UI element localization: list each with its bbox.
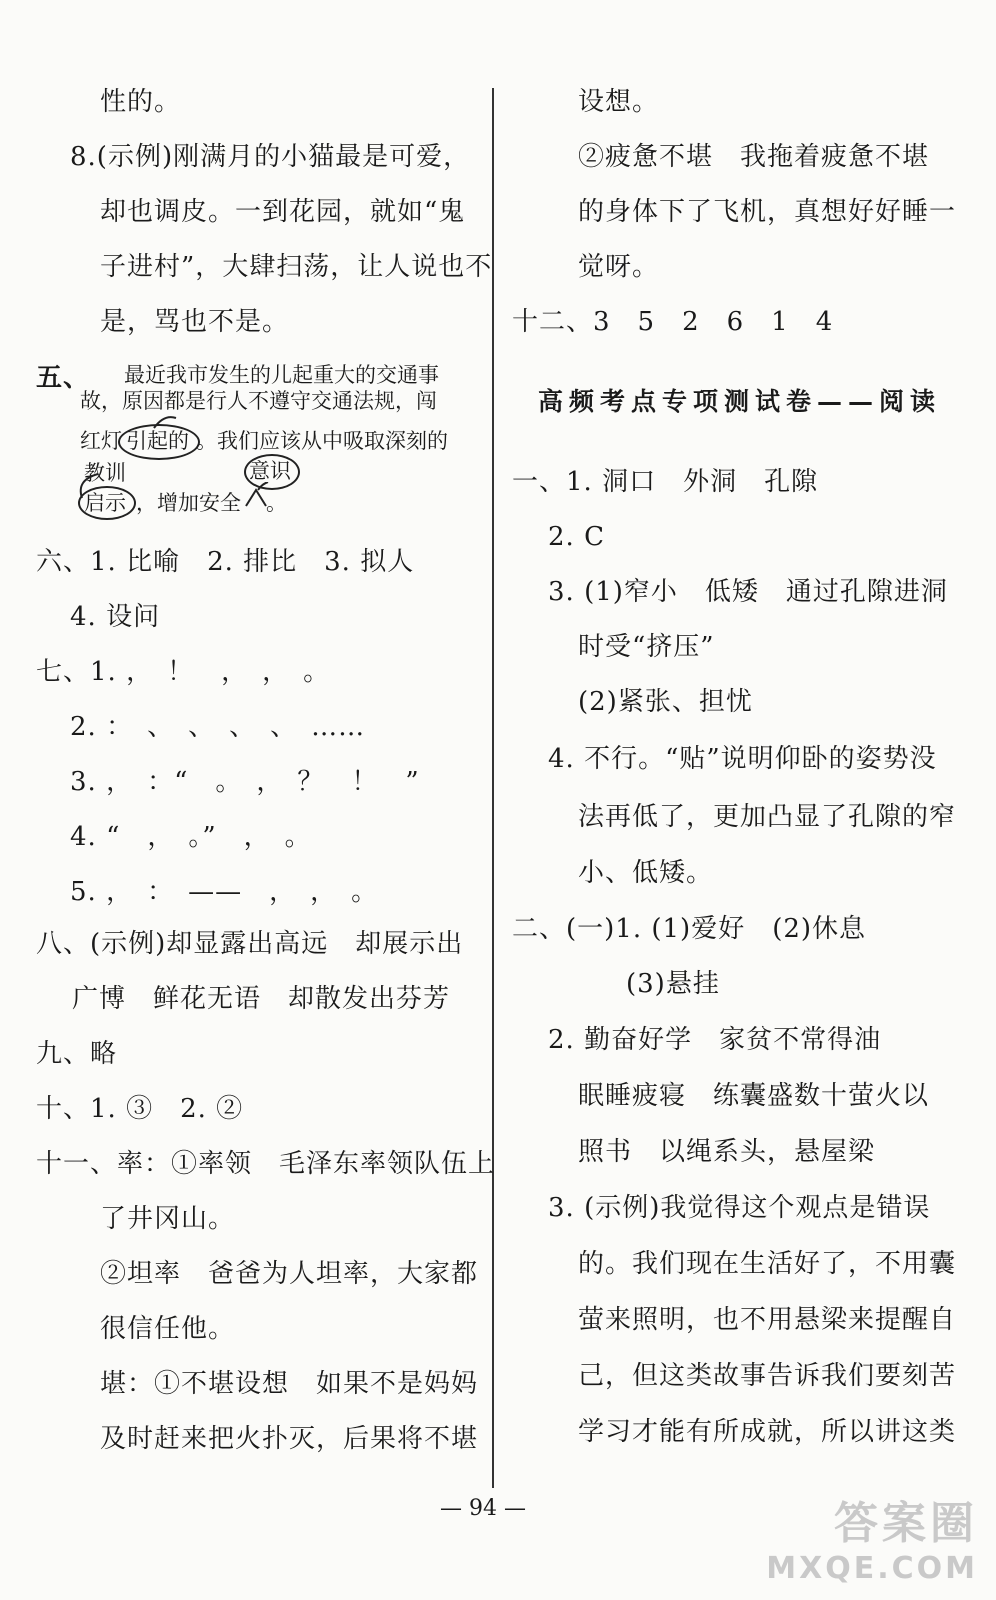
answer-11-cont-line-1: 设想。 (578, 87, 660, 117)
answer-11-line-4: 很信任他。 (100, 1314, 236, 1344)
passage-line-3-a: 红灯 (80, 429, 122, 453)
passage-circled-word: 启示 (84, 491, 126, 515)
answer-7-line-5: 5. ， ： —— ， ， 。 (70, 877, 379, 907)
passage-line-1: 最近我市发生的儿起重大的交通事 (124, 363, 439, 387)
answer-6-line-2: 4. 设问 (70, 602, 161, 632)
passage-line-4-c: 。 (266, 491, 287, 515)
correction-insert-2: 意识 (249, 459, 291, 483)
reading-1-line-1: 一、1. 洞口 外洞 孔隙 (512, 467, 819, 497)
answer-7-line-4: 4. “ ， 。” ， 。 (70, 822, 312, 852)
reading-1-line-5: (2)紧张、担忧 (578, 687, 753, 717)
answer-11-line-5: 堪：①不堪设想 如果不是妈妈 (100, 1369, 479, 1399)
answer-7-line-3: 3. ， ：“ 。 ， ？ ！ ” (70, 767, 420, 797)
section-number: 五、 (36, 363, 91, 393)
reading-2-line-6: 3. (示例)我觉得这个观点是错误 (548, 1193, 931, 1223)
answer-8-line-2: 却也调皮。一到花园，就如“鬼 (100, 197, 466, 227)
section-title: 高频考点专项测试卷——阅读 (538, 387, 942, 416)
reading-2-line-7: 的。我们现在生活好了，不用囊 (578, 1249, 957, 1279)
reading-2-line-5: 照书 以绳系头，悬屋梁 (578, 1137, 876, 1167)
reading-2-line-4: 眠睡疲寝 练囊盛数十萤火以 (578, 1081, 930, 1111)
answer-11-line-2: 了井冈山。 (100, 1204, 236, 1234)
reading-2-line-1: 二、(一)1. (1)爱好 (2)休息 (512, 914, 867, 944)
reading-1-line-4: 时受“挤压” (578, 632, 715, 662)
answer-line: 性的。 (100, 87, 182, 117)
reading-1-line-2: 2. C (548, 522, 605, 552)
watermark-title: 答案圈 (834, 1498, 978, 1549)
reading-2-line-8: 萤来照明，也不用悬梁来提醒自 (578, 1305, 957, 1335)
answer-11-cont-line-3: 的身体下了飞机，真想好好睡一 (578, 197, 957, 227)
answer-11-line-1: 十一、率：①率领 毛泽东率领队伍上 (36, 1149, 496, 1179)
answer-11-cont-line-4: 觉呀。 (578, 252, 660, 282)
correction-mark (72, 472, 102, 500)
page-number: — 94 — (440, 1496, 526, 1521)
reading-1-line-8: 小、低矮。 (578, 858, 714, 888)
reading-2-line-3: 2. 勤奋好学 家贫不常得油 (548, 1025, 882, 1055)
answer-12: 十二、3 5 2 6 1 4 (512, 307, 834, 337)
answer-7-line-1: 七、1. ， ！ ， ， 。 (36, 657, 331, 687)
answer-8-line-1: 8.(示例)刚满月的小猫最是可爱， (70, 142, 471, 172)
reading-1-line-7: 法再低了，更加凸显了孔隙的窄 (578, 802, 957, 832)
answer-11-line-3: ②坦率 爸爸为人坦率，大家都 (100, 1259, 479, 1289)
correction-insert-1: 教训 (84, 461, 126, 485)
reading-2-line-10: 学习才能有所成就，所以讲这类 (578, 1417, 957, 1447)
column-divider (492, 88, 494, 1488)
passage-line-3-c: 。我们应该从中吸取深刻的 (196, 429, 448, 453)
answer-11-cont-line-2: ②疲惫不堪 我拖着疲惫不堪 (578, 142, 930, 172)
passage-circled-word: 引起的 (126, 429, 189, 453)
correction-mark (150, 412, 180, 430)
watermark-logo (766, 1487, 978, 1586)
reading-2-line-9: 己，但这类故事告诉我们要刻苦 (578, 1361, 957, 1391)
answer-8b-line-1: 八、(示例)却显露出高远 却展示出 (36, 929, 464, 959)
answer-8-line-4: 是，骂也不是。 (100, 307, 290, 337)
answer-10: 十、1. ③ 2. ② (36, 1094, 244, 1124)
passage-line-4-b: ，增加安全 (136, 491, 241, 515)
answer-7-line-2: 2. ： 、 、 、 、 …… (70, 712, 366, 742)
reading-1-line-6: 4. 不行。“贴”说明仰卧的姿势没 (548, 744, 937, 774)
reading-1-line-3: 3. (1)窄小 低矮 通过孔隙进洞 (548, 577, 948, 607)
passage-line-2: 故，原因都是行人不遵守交通法规，闯 (80, 389, 437, 413)
reading-2-line-2: (3)悬挂 (626, 969, 720, 999)
answer-8b-line-2: 广博 鲜花无语 却散发出芬芳 (72, 984, 451, 1014)
answer-6-line-1: 六、1. 比喻 2. 排比 3. 拟人 (36, 547, 415, 577)
answer-11-line-6: 及时赶来把火扑灭，后果将不堪 (100, 1424, 479, 1454)
answer-9: 九、略 (36, 1039, 118, 1069)
answer-8-line-3: 子进村”，大肆扫荡，让人说也不 (100, 252, 493, 282)
watermark-url: MXQE.COM (766, 1551, 978, 1586)
